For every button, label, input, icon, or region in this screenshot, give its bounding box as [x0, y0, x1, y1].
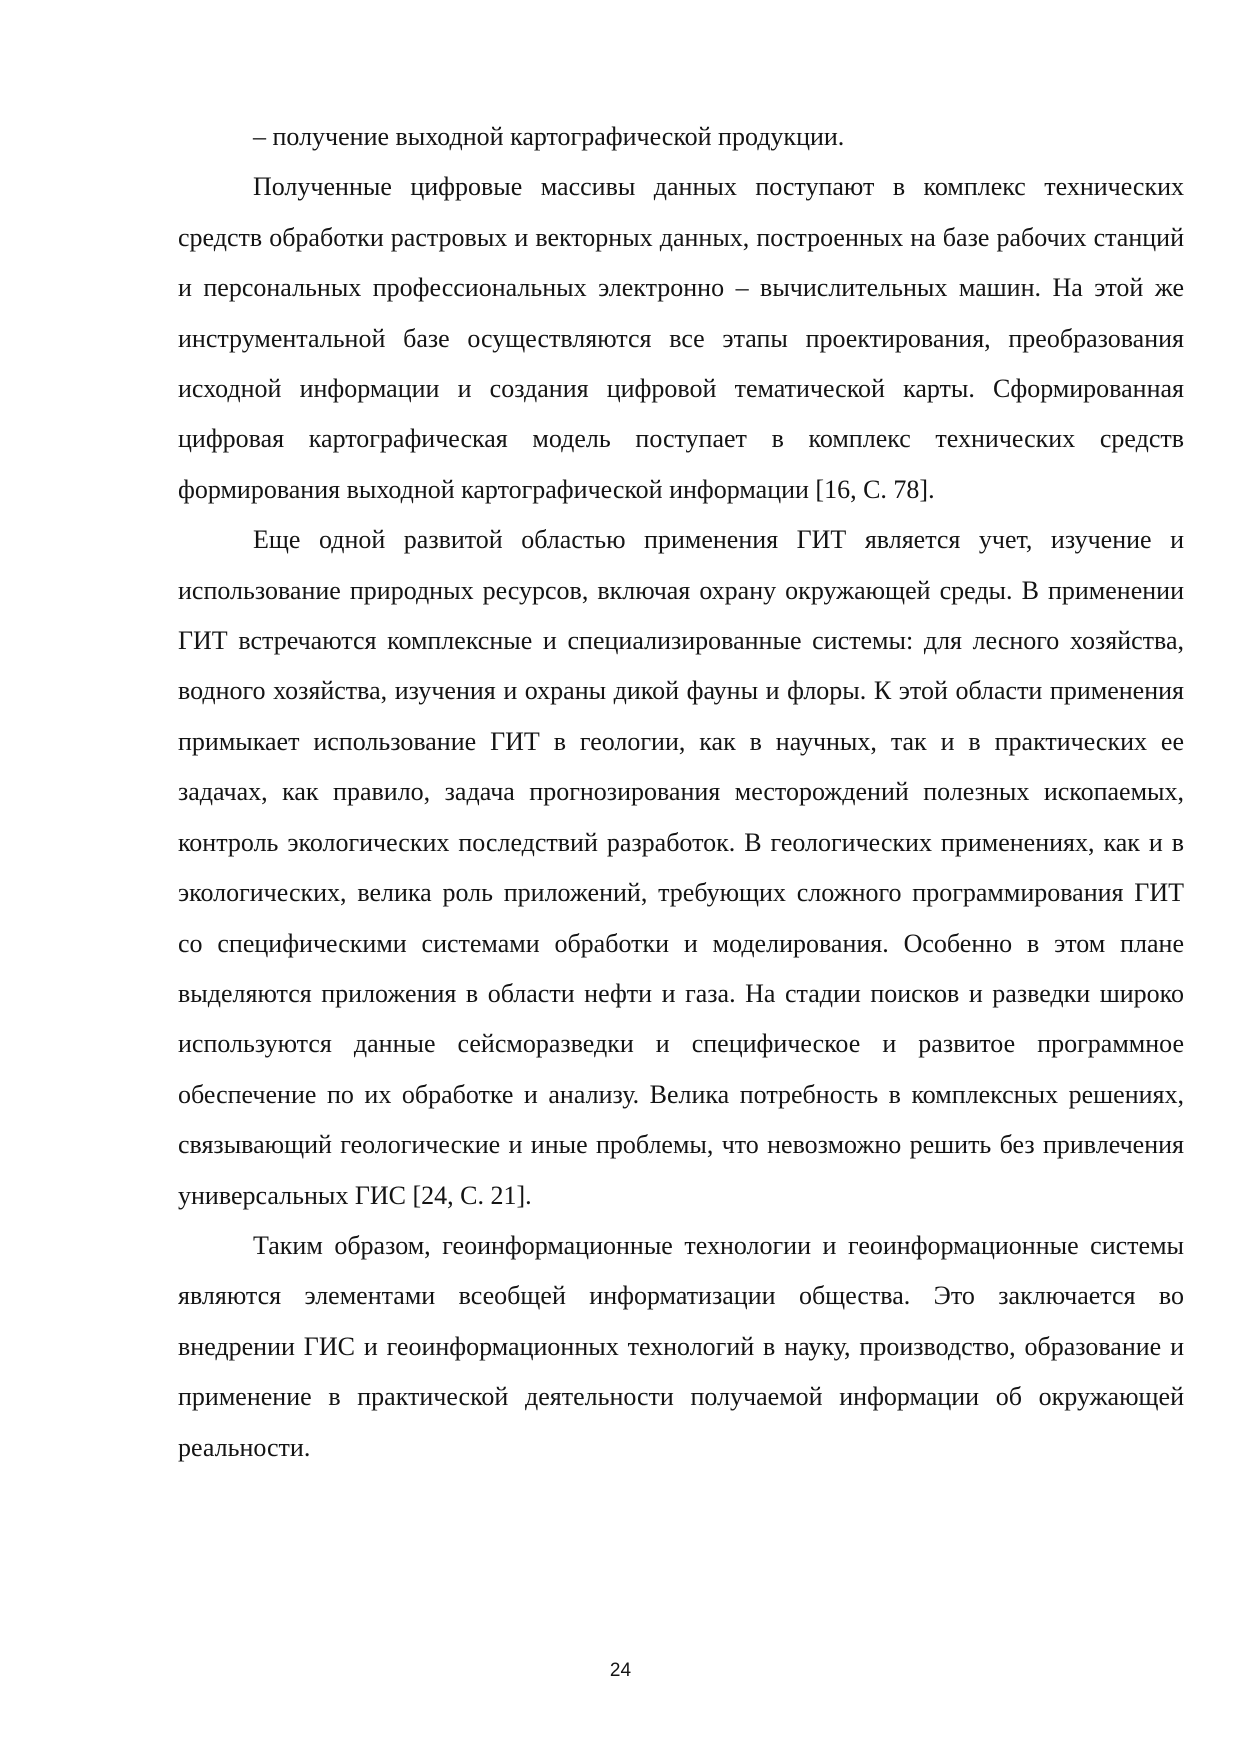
- paragraph-digital-arrays: Полученные цифровые массивы данных поступают в комплекс технических средств обработки растровых и векторных данных, построенных на базе рабочих станций и персональных профессиональных электронно – вычислительных машин. На этой же инструментальной базе осуществляются все этапы проектирования, преобразования исходной информации и создания цифровой тематической карты. Сформированная цифровая картографическая модель поступает в комплекс технических средств формирования выходной картографической информации [16, С. 78].: [178, 172, 1184, 504]
- page-number: 24: [609, 1660, 632, 1681]
- paragraph-list-item: – получение выходной картографической продукции.: [253, 122, 845, 151]
- paragraph-natural-resources: Еще одной развитой областью применения ГИТ является учет, изучение и использование природных ресурсов, включая охрану окружающей среды. В применении ГИТ встречаются комплексные и специализированные системы: для лесного хозяйства, водного хозяйства, изучения и охраны дикой фауны и флоры. К этой области применения примыкает использование ГИТ в геологии, как в научных, так и в практических ее задачах, как правило, задача прогнозирования месторождений полезных ископаемых, контроль экологических последствий разработок. В геологических применениях, как и в экологических, велика роль приложений, требующих сложного программирования ГИТ со специфическими системами обработки и моделирования. Особенно в этом плане выделяются приложения в области нефти и газа. На стадии поисков и разведки широко используются данные сейсморазведки и специфическое и развитое программное обеспечение по их обработке и анализу. Велика потребность в комплексных решениях, связывающий геологические и иные проблемы, что невозможно решить без привлечения универсальных ГИС [24, С. 21].: [178, 525, 1184, 1210]
- body-text: [178, 112, 1184, 1473]
- paragraph-conclusion: Таким образом, геоинформационные технологии и геоинформационные системы являются элементами всеобщей информатизации общества. Это заключается во внедрении ГИС и геоинформационных технологий в науку, производство, образование и применение в практической деятельности получаемой информации об окружающей реальности.: [178, 1230, 1184, 1462]
